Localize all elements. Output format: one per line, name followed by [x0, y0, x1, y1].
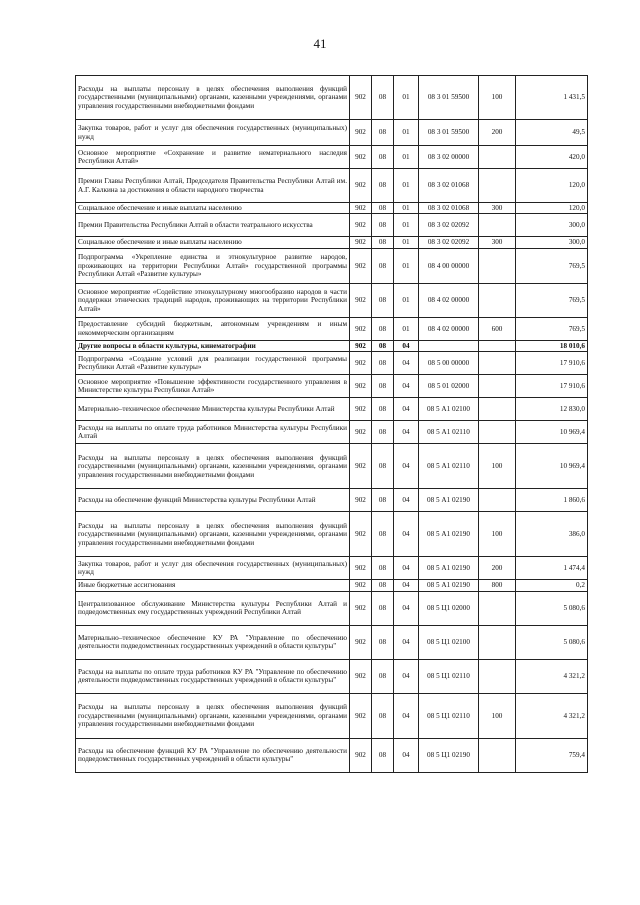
- target-article-code-cell: 08 5 Ц1 02110: [419, 659, 479, 693]
- section-code-cell: 08: [372, 421, 394, 444]
- table-row: [76, 738, 588, 772]
- table-row: [76, 398, 588, 421]
- target-article-code-cell: 08 4 00 00000: [419, 248, 479, 283]
- subsection-code-cell: 04: [394, 625, 419, 659]
- expense-type-code-cell: 200: [479, 120, 516, 146]
- ministry-code-cell: 902: [350, 489, 372, 512]
- section-code-cell: 08: [372, 76, 394, 120]
- expense-type-code-cell: 800: [479, 580, 516, 591]
- amount-cell: 120,0: [516, 203, 588, 214]
- table-row: [76, 340, 588, 351]
- section-code-cell: 08: [372, 283, 394, 317]
- subsection-code-cell: 01: [394, 169, 419, 203]
- row-name-cell: Материально–техническое обеспечение КУ РА "Управление по обеспечению деятельности подведомственных государственных учреждений в области культуры": [76, 625, 350, 659]
- section-code-cell: 08: [372, 512, 394, 557]
- row-name-cell: Расходы на обеспечение функций КУ РА "Управление по обеспечению деятельности подведомственных государственных учреждений в области культуры": [76, 738, 350, 772]
- ministry-code-cell: 902: [350, 120, 372, 146]
- subsection-code-cell: 01: [394, 248, 419, 283]
- section-code-cell: 08: [372, 317, 394, 340]
- expense-type-code-cell: [479, 659, 516, 693]
- subsection-code-cell: 01: [394, 237, 419, 248]
- section-code-cell: 08: [372, 489, 394, 512]
- section-code-cell: 08: [372, 738, 394, 772]
- target-article-code-cell: 08 5 Ц1 02000: [419, 591, 479, 625]
- ministry-code-cell: 902: [350, 214, 372, 237]
- table-row: [76, 120, 588, 146]
- expense-type-code-cell: [479, 248, 516, 283]
- ministry-code-cell: 902: [350, 352, 372, 375]
- table-row: [76, 489, 588, 512]
- table-row: [76, 421, 588, 444]
- subsection-code-cell: 04: [394, 421, 419, 444]
- target-article-code-cell: 08 3 02 02092: [419, 214, 479, 237]
- subsection-code-cell: 04: [394, 444, 419, 489]
- table-row: [76, 512, 588, 557]
- expense-type-code-cell: 600: [479, 317, 516, 340]
- target-article-code-cell: [419, 340, 479, 351]
- table-row: [76, 352, 588, 375]
- amount-cell: 5 080,6: [516, 625, 588, 659]
- table-row: [76, 76, 588, 120]
- section-code-cell: 08: [372, 625, 394, 659]
- expense-type-code-cell: 300: [479, 203, 516, 214]
- row-name-cell: Основное мероприятие «Сохранение и развитие нематериального наследия Республики Алтай»: [76, 146, 350, 169]
- table-row: [76, 317, 588, 340]
- expense-type-code-cell: [479, 591, 516, 625]
- ministry-code-cell: 902: [350, 693, 372, 738]
- ministry-code-cell: 902: [350, 738, 372, 772]
- target-article-code-cell: 08 3 01 59500: [419, 120, 479, 146]
- amount-cell: 769,5: [516, 248, 588, 283]
- subsection-code-cell: 01: [394, 120, 419, 146]
- target-article-code-cell: 08 3 02 02092: [419, 237, 479, 248]
- expense-type-code-cell: 200: [479, 557, 516, 580]
- expense-type-code-cell: [479, 398, 516, 421]
- ministry-code-cell: 902: [350, 580, 372, 591]
- amount-cell: 300,0: [516, 237, 588, 248]
- amount-cell: 769,5: [516, 317, 588, 340]
- section-code-cell: 08: [372, 693, 394, 738]
- subsection-code-cell: 01: [394, 146, 419, 169]
- section-code-cell: 08: [372, 580, 394, 591]
- amount-cell: 386,0: [516, 512, 588, 557]
- amount-cell: 17 910,6: [516, 352, 588, 375]
- expense-type-code-cell: [479, 738, 516, 772]
- ministry-code-cell: 902: [350, 625, 372, 659]
- subsection-code-cell: 04: [394, 738, 419, 772]
- target-article-code-cell: 08 5 Ц1 02190: [419, 738, 479, 772]
- expense-type-code-cell: 100: [479, 512, 516, 557]
- subsection-code-cell: 04: [394, 693, 419, 738]
- subsection-code-cell: 04: [394, 398, 419, 421]
- subsection-code-cell: 04: [394, 489, 419, 512]
- amount-cell: 1 474,4: [516, 557, 588, 580]
- section-code-cell: 08: [372, 375, 394, 398]
- section-code-cell: 08: [372, 398, 394, 421]
- subsection-code-cell: 04: [394, 352, 419, 375]
- amount-cell: 4 321,2: [516, 693, 588, 738]
- ministry-code-cell: 902: [350, 237, 372, 248]
- row-name-cell: Централизованное обслуживание Министерства культуры Республики Алтай и подведомственных ему государственных учреждений Республики Алтай: [76, 591, 350, 625]
- ministry-code-cell: 902: [350, 398, 372, 421]
- amount-cell: 120,0: [516, 169, 588, 203]
- expense-type-code-cell: [479, 146, 516, 169]
- ministry-code-cell: 902: [350, 591, 372, 625]
- row-name-cell: Закупка товаров, работ и услуг для обеспечения государственных (муниципальных) нужд: [76, 120, 350, 146]
- target-article-code-cell: 08 3 02 00000: [419, 146, 479, 169]
- subsection-code-cell: 01: [394, 317, 419, 340]
- ministry-code-cell: 902: [350, 146, 372, 169]
- ministry-code-cell: 902: [350, 317, 372, 340]
- amount-cell: 4 321,2: [516, 659, 588, 693]
- amount-cell: 420,0: [516, 146, 588, 169]
- ministry-code-cell: 902: [350, 375, 372, 398]
- expense-type-code-cell: [479, 214, 516, 237]
- table-row: [76, 237, 588, 248]
- target-article-code-cell: 08 3 01 59500: [419, 76, 479, 120]
- ministry-code-cell: 902: [350, 283, 372, 317]
- section-code-cell: 08: [372, 169, 394, 203]
- ministry-code-cell: 902: [350, 557, 372, 580]
- row-name-cell: Расходы на выплаты по оплате труда работников Министерства культуры Республики Алтай: [76, 421, 350, 444]
- section-code-cell: 08: [372, 120, 394, 146]
- table-row: [76, 169, 588, 203]
- section-code-cell: 08: [372, 557, 394, 580]
- table-row: [76, 214, 588, 237]
- section-code-cell: 08: [372, 203, 394, 214]
- amount-cell: 49,5: [516, 120, 588, 146]
- table-row: [76, 693, 588, 738]
- table-row: [76, 580, 588, 591]
- expense-type-code-cell: [479, 340, 516, 351]
- target-article-code-cell: 08 5 00 00000: [419, 352, 479, 375]
- expense-type-code-cell: 100: [479, 76, 516, 120]
- section-code-cell: 08: [372, 659, 394, 693]
- target-article-code-cell: 08 5 А1 02190: [419, 489, 479, 512]
- row-name-cell: Расходы на выплаты персоналу в целях обеспечения выполнения функций государственными (муниципальными) органами, казенными учреждениями, органами управления государственными внебюджетными фондами: [76, 693, 350, 738]
- table-row: [76, 248, 588, 283]
- ministry-code-cell: 902: [350, 444, 372, 489]
- amount-cell: 12 830,0: [516, 398, 588, 421]
- row-name-cell: Премии Главы Республики Алтай, Председателя Правительства Республики Алтай им. А.Г. Калкина за достижения в области народного творчества: [76, 169, 350, 203]
- row-name-cell: Предоставление субсидий бюджетным, автономным учреждениям и иным некоммерческим организациям: [76, 317, 350, 340]
- expense-type-code-cell: [479, 625, 516, 659]
- subsection-code-cell: 01: [394, 214, 419, 237]
- amount-cell: 1 860,6: [516, 489, 588, 512]
- section-code-cell: 08: [372, 146, 394, 169]
- expense-type-code-cell: [479, 283, 516, 317]
- row-name-cell: Материально–техническое обеспечение Министерства культуры Республики Алтай: [76, 398, 350, 421]
- budget-table-body: [76, 76, 588, 773]
- section-code-cell: 08: [372, 591, 394, 625]
- row-name-cell: Основное мероприятие «Повышение эффективности государственного управления в Министерстве культуры Республики Алтай»: [76, 375, 350, 398]
- subsection-code-cell: 01: [394, 283, 419, 317]
- row-name-cell: Основное мероприятие «Содействие этнокультурному многообразию народов в части поддержки этнических традиций народов, проживающих на территории Республики Алтай»: [76, 283, 350, 317]
- expense-type-code-cell: [479, 352, 516, 375]
- row-name-cell: Социальное обеспечение и иные выплаты населению: [76, 237, 350, 248]
- budget-table: [75, 75, 588, 773]
- ministry-code-cell: 902: [350, 340, 372, 351]
- row-name-cell: Расходы на выплаты по оплате труда работников КУ РА "Управление по обеспечению деятельности подведомственных государственных учреждений в области культуры": [76, 659, 350, 693]
- amount-cell: 0,2: [516, 580, 588, 591]
- table-row: [76, 146, 588, 169]
- expense-type-code-cell: [479, 375, 516, 398]
- table-row: [76, 283, 588, 317]
- expense-type-code-cell: 100: [479, 444, 516, 489]
- amount-cell: 1 431,5: [516, 76, 588, 120]
- ministry-code-cell: 902: [350, 76, 372, 120]
- section-code-cell: 08: [372, 214, 394, 237]
- subsection-code-cell: 04: [394, 375, 419, 398]
- amount-cell: 769,5: [516, 283, 588, 317]
- amount-cell: 10 969,4: [516, 444, 588, 489]
- row-name-cell: Социальное обеспечение и иные выплаты населению: [76, 203, 350, 214]
- subsection-code-cell: 04: [394, 512, 419, 557]
- ministry-code-cell: 902: [350, 169, 372, 203]
- target-article-code-cell: 08 4 02 00000: [419, 317, 479, 340]
- expense-type-code-cell: [479, 421, 516, 444]
- row-name-cell: Другие вопросы в области культуры, кинематографии: [76, 340, 350, 351]
- ministry-code-cell: 902: [350, 512, 372, 557]
- row-name-cell: Расходы на выплаты персоналу в целях обеспечения выполнения функций государственными (муниципальными) органами, казенными учреждениями, органами управления государственными внебюджетными фондами: [76, 76, 350, 120]
- amount-cell: 17 910,6: [516, 375, 588, 398]
- row-name-cell: Подпрограмма «Укрепление единства и этнокультурное развитие народов, проживающих на территории Республики Алтай» государственной программы Республики Алтай «Развитие культуры»: [76, 248, 350, 283]
- target-article-code-cell: 08 5 А1 02190: [419, 512, 479, 557]
- ministry-code-cell: 902: [350, 203, 372, 214]
- table-row: [76, 659, 588, 693]
- expense-type-code-cell: [479, 489, 516, 512]
- ministry-code-cell: 902: [350, 248, 372, 283]
- row-name-cell: Премии Правительства Республики Алтай в области театрального искусства: [76, 214, 350, 237]
- section-code-cell: 08: [372, 352, 394, 375]
- amount-cell: 5 080,6: [516, 591, 588, 625]
- target-article-code-cell: 08 5 Ц1 02100: [419, 625, 479, 659]
- table-row: [76, 625, 588, 659]
- target-article-code-cell: 08 5 Ц1 02110: [419, 693, 479, 738]
- table-row: [76, 591, 588, 625]
- section-code-cell: 08: [372, 237, 394, 248]
- expense-type-code-cell: [479, 169, 516, 203]
- ministry-code-cell: 902: [350, 659, 372, 693]
- table-row: [76, 203, 588, 214]
- page-number: 41: [313, 36, 327, 51]
- amount-cell: 10 969,4: [516, 421, 588, 444]
- target-article-code-cell: 08 5 01 02000: [419, 375, 479, 398]
- target-article-code-cell: 08 5 А1 02110: [419, 421, 479, 444]
- amount-cell: 18 010,6: [516, 340, 588, 351]
- subsection-code-cell: 04: [394, 340, 419, 351]
- target-article-code-cell: 08 5 А1 02110: [419, 444, 479, 489]
- table-row: [76, 557, 588, 580]
- subsection-code-cell: 04: [394, 659, 419, 693]
- target-article-code-cell: 08 5 А1 02100: [419, 398, 479, 421]
- section-code-cell: 08: [372, 248, 394, 283]
- row-name-cell: Расходы на обеспечение функций Министерства культуры Республики Алтай: [76, 489, 350, 512]
- row-name-cell: Расходы на выплаты персоналу в целях обеспечения выполнения функций государственными (муниципальными) органами, казенными учреждениями, органами управления государственными внебюджетными фондами: [76, 512, 350, 557]
- amount-cell: 300,0: [516, 214, 588, 237]
- row-name-cell: Иные бюджетные ассигнования: [76, 580, 350, 591]
- target-article-code-cell: 08 4 02 00000: [419, 283, 479, 317]
- row-name-cell: Закупка товаров, работ и услуг для обеспечения государственных (муниципальных) нужд: [76, 557, 350, 580]
- row-name-cell: Подпрограмма «Создание условий для реализации государственной программы Республики Алтай «Развитие культуры»: [76, 352, 350, 375]
- table-row: [76, 444, 588, 489]
- expense-type-code-cell: 100: [479, 693, 516, 738]
- subsection-code-cell: 04: [394, 557, 419, 580]
- subsection-code-cell: 04: [394, 591, 419, 625]
- subsection-code-cell: 01: [394, 76, 419, 120]
- amount-cell: 759,4: [516, 738, 588, 772]
- target-article-code-cell: 08 5 А1 02190: [419, 557, 479, 580]
- target-article-code-cell: 08 3 02 01068: [419, 169, 479, 203]
- row-name-cell: Расходы на выплаты персоналу в целях обеспечения выполнения функций государственными (муниципальными) органами, казенными учреждениями, органами управления государственными внебюджетными фондами: [76, 444, 350, 489]
- target-article-code-cell: 08 5 А1 02190: [419, 580, 479, 591]
- subsection-code-cell: 01: [394, 203, 419, 214]
- table-row: [76, 375, 588, 398]
- expense-type-code-cell: 300: [479, 237, 516, 248]
- section-code-cell: 08: [372, 340, 394, 351]
- section-code-cell: 08: [372, 444, 394, 489]
- subsection-code-cell: 04: [394, 580, 419, 591]
- ministry-code-cell: 902: [350, 421, 372, 444]
- target-article-code-cell: 08 3 02 01068: [419, 203, 479, 214]
